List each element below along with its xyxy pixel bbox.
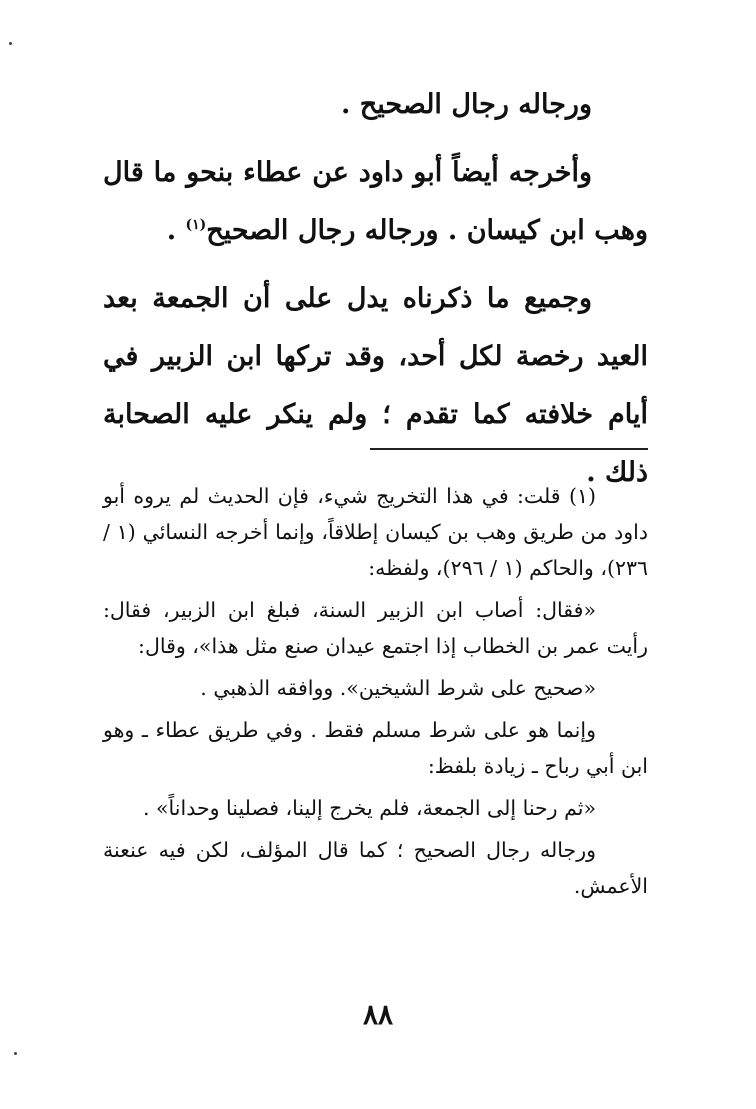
footnote-paragraph-4: وإنما هو على شرط مسلم فقط . وفي طريق عطاء ـ وهو ابن أبي رباح ـ زيادة بلفظ: — [103, 718, 648, 778]
footnote-paragraph-2: «فقال: أصاب ابن الزبير السنة، فبلغ ابن الزبير، فقال: رأيت عمر بن الخطاب إذا اجتمع عيدان صنع مثل هذا»، وقال: — [103, 598, 648, 658]
page-number: ٨٨ — [362, 998, 394, 1031]
main-paragraph-2-text: وأخرجه أيضاً أبو داود عن عطاء بنحو ما قال وهب ابن كيسان . ورجاله رجال الصحيح — [103, 157, 648, 246]
footnote-paragraph-6: ورجاله رجال الصحيح ؛ كما قال المؤلف، لكن فيه عنعنة الأعمش. — [103, 838, 648, 898]
main-paragraph-3: وجميع ما ذكرناه يدل على أن الجمعة بعد العيد رخصة لكل أحد، وقد تركها ابن الزبير في أيام خلافته كما تقدم ؛ ولم ينكر عليه الصحابة ذلك . — [103, 283, 648, 488]
footnote-reference: (١) — [185, 217, 207, 233]
main-paragraph-1: ورجاله رجال الصحيح . — [340, 89, 592, 120]
main-paragraph-2 — [103, 144, 648, 260]
scan-speck — [14, 1052, 17, 1055]
footnote-paragraph-5: «ثم رحنا إلى الجمعة، فلم يخرج إلينا، فصلينا وحداناً» . — [142, 796, 596, 820]
footnote-paragraph-3: «صحيح على شرط الشيخين». ووافقه الذهبي . — [200, 676, 596, 700]
main-paragraph-2-end: . — [166, 215, 186, 246]
footnote-separator — [370, 448, 648, 450]
main-text — [103, 76, 648, 502]
footnote-section — [103, 478, 648, 904]
scan-speck — [9, 42, 12, 45]
footnote-paragraph-1: (١) قلت: في هذا التخريج شيء، فإن الحديث لم يروه أبو داود من طريق وهب بن كيسان إطلاقاً، وإنما أخرجه النسائي (١ / ٢٣٦)، والحاكم (١ / ٢٩٦)، ولفظه: — [103, 484, 648, 580]
